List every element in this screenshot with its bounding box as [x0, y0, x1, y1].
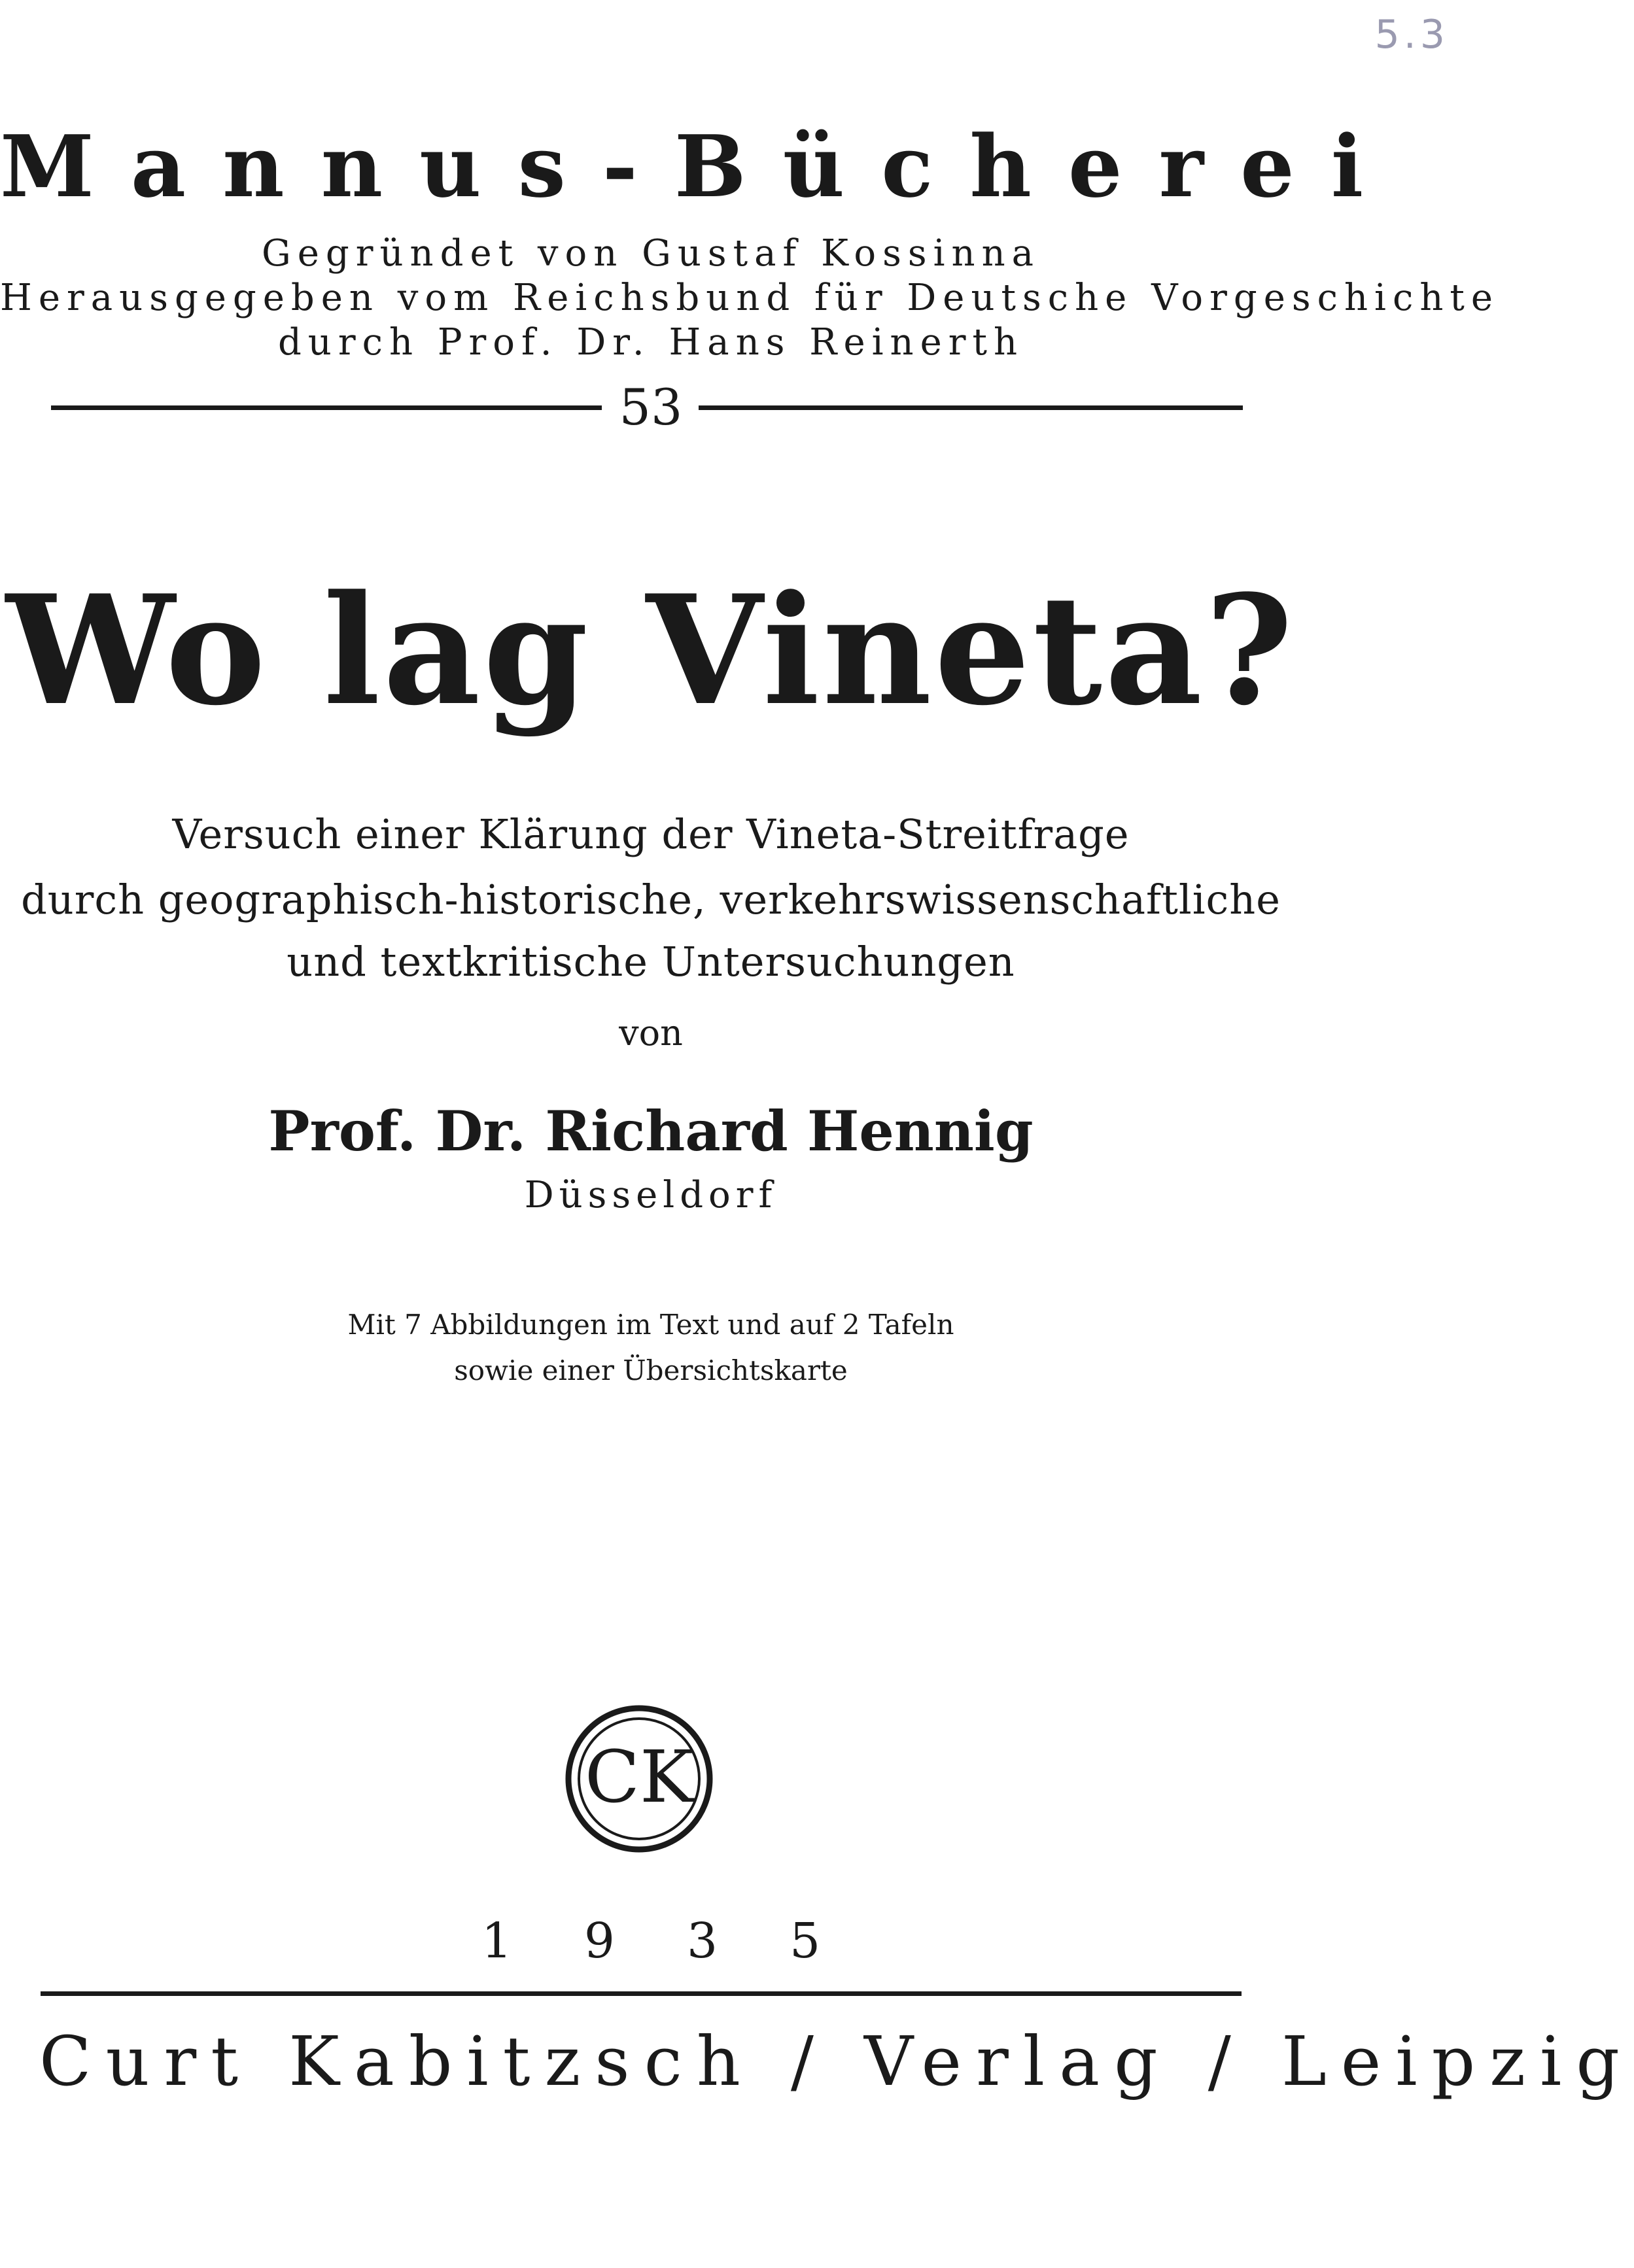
book-title: Wo lag Vineta?	[6, 562, 1296, 739]
pencil-annotation: 5.3	[1374, 12, 1449, 58]
subtitle-line-2: durch geographisch-historische, verkehrswissenschaftliche	[21, 876, 1281, 923]
author-city: Düsseldorf	[524, 1174, 778, 1216]
publisher-logo-text: CK	[584, 1735, 694, 1819]
rule-imprint	[41, 1991, 1242, 1996]
illustrations-line-2: sowie einer Übersichtskarte	[454, 1354, 848, 1386]
series-editor: durch Prof. Dr. Hans Reinerth	[277, 321, 1024, 364]
illustrations-line-1: Mit 7 Abbildungen im Text und auf 2 Tafeln	[347, 1309, 954, 1341]
publisher-logo	[564, 1704, 714, 1854]
rule-right	[699, 405, 1243, 410]
publication-year: 1935	[481, 1913, 893, 1969]
author-name: Prof. Dr. Richard Hennig	[268, 1099, 1034, 1163]
series-publisher: Herausgegeben vom Reichsbund für Deutsche Vorgeschichte	[0, 277, 1500, 319]
publisher-imprint: Curt Kabitzsch / Verlag / Leipzig	[39, 2021, 1634, 2101]
by-word: von	[619, 1012, 683, 1054]
series-number: 53	[619, 378, 683, 436]
series-founder: Gegründet von Gustaf Kossinna	[261, 232, 1041, 275]
subtitle-line-3: und textkritische Untersuchungen	[287, 938, 1015, 986]
subtitle-line-1: Versuch einer Klärung der Vineta-Streitfrage	[172, 810, 1130, 858]
series-title: Mannus-Bücherei	[0, 116, 1400, 216]
rule-left	[51, 405, 602, 410]
